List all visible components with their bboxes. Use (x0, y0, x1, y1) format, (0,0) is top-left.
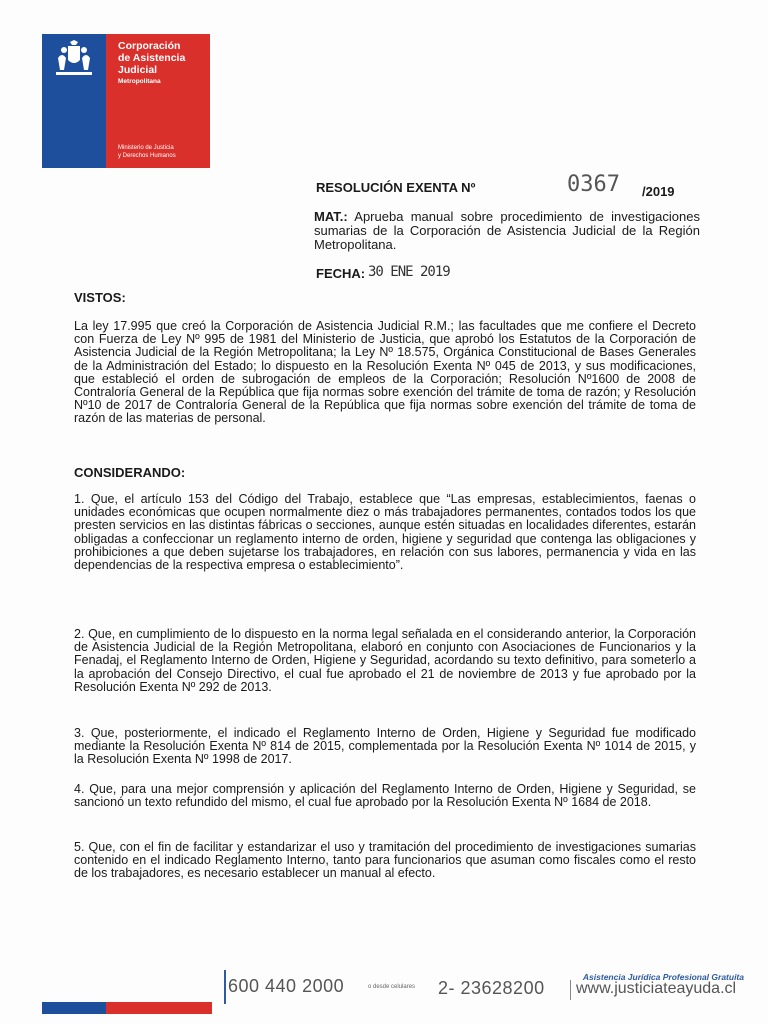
logo-org-line: Corporación (118, 40, 181, 52)
footer-desde-note: o desde celulares (368, 984, 416, 990)
fecha-label: FECHA: (316, 266, 366, 281)
considerando-item: 5. Que, con el fin de facilitar y estandarizar el uso y tramitación del procedimiento de investigaciones sumarias contenido en el indicado Reglamento Interno, tanto para funcionarios que asuman como fiscales como el resto de los trabajadores, es necesario establecer un manual al efecto. (74, 840, 696, 881)
considerando-item: 1. Que, el artículo 153 del Código del Trabajo, establece que “Las empresas, establecimientos, faenas o unidades económicas que ocupen normalmente diez o más trabajadores permanentes, contados todos los que presten servicios en las distintas fábricas o secciones, aunque estén situadas en localidades diferentes, estarán obligadas a confeccionar un reglamento interno de orden, higiene y seguridad que contenga las obligaciones y prohibiciones a que deben sujetarse los trabajadores, en relación con sus labores, permanencia y vida en las dependencias de la respectiva empresa o establecimiento”. (74, 492, 696, 573)
footer-phone: 600 440 2000 (228, 976, 345, 996)
footer-contact (224, 970, 752, 1004)
cajmetro-logo (42, 34, 210, 168)
mat-label: MAT.: (314, 209, 348, 224)
fecha-stamp: 30 ENE 2019 (368, 264, 450, 280)
logo-org-line: de Asistencia (118, 52, 186, 64)
footer-blue-bar (42, 1002, 106, 1014)
logo-org-name (118, 40, 185, 76)
resolucion-number: 0367 (567, 172, 620, 197)
coat-of-arms-icon (50, 40, 98, 82)
logo-blue-panel (42, 34, 106, 168)
considerando-heading: CONSIDERANDO: (74, 465, 186, 480)
considerando-item: 3. Que, posteriormente, el indicado el Reglamento Interno de Orden, Higiene y Seguridad fue modificado mediante la Resolución Exenta Nº 814 de 2015, complementada por la Resolución Exenta Nº 1014 de 2015, y la Resolución Exenta Nº 1998 de 2017. (74, 726, 696, 767)
considerando-item: 4. Que, para una mejor comprensión y aplicación del Reglamento Interno de Orden, Higiene y Seguridad, se sancionó un texto refundido del mismo, el cual fue aprobado por la Resolución Exenta Nº 1684 de 2018. (74, 782, 696, 810)
resolucion-label: RESOLUCIÓN EXENTA Nº (316, 180, 476, 195)
logo-ministry-line: y Derechos Humanos (118, 153, 176, 159)
footer-red-bar (106, 1002, 212, 1014)
vistos-heading: VISTOS: (74, 290, 126, 305)
vistos-text: La ley 17.995 que creó la Corporación de Asistencia Judicial R.M.; las facultades que me confiere el Decreto con Fuerza de Ley Nº 995 de 1981 del Ministerio de Justicia, que aprobó los Estatutos de la Corporación de Asistencia Judicial de la Región Metropolitana; la Ley Nº 18.575, Orgánica Constitucional de Bases Generales de la Administración del Estado; lo dispuesto en la Resolución Exenta Nº 045 de 2013, y sus modificaciones, que estableció el orden de subrogación de empleos de la Corporación; Resolución Nº1600 de 2008 de Contraloría General de la República que fija normas sobre exención del trámite de toma de razón; y Resolución Nº10 de 2017 de Contraloría General de la República que fija normas sobre exención del trámite de toma de razón de las materias de personal. (74, 319, 696, 426)
footer-tagline: Asistencia Jurídica Profesional Gratuita (582, 972, 744, 982)
mat-text: Aprueba manual sobre procedimiento de investigaciones sumarias de la Corporación de Asistencia Judicial de la Región Metropolitana. (314, 209, 700, 252)
logo-ministry (118, 144, 176, 160)
logo-region: Metropolitana (118, 78, 161, 85)
resolucion-year: /2019 (642, 184, 675, 199)
footer-phone-mobile: 2- 23628200 (438, 978, 545, 998)
considerando-item: 2. Que, en cumplimiento de lo dispuesto en la norma legal señalada en el considerando anterior, la Corporación de Asistencia Judicial de la Región Metropolitana, elaboró en conjunto con Asociaciones de Funcionarios y la Fenadaj, el Reglamento Interno de Orden, Higiene y Seguridad, acordando su texto definitivo, para someterlo a la aprobación del Consejo Directivo, el cual fue aprobado el 21 de noviembre de 2013 y fue aprobado por la Resolución Exenta Nº 292 de 2013. (74, 627, 696, 694)
logo-org-line: Judicial (118, 64, 158, 76)
materia (314, 210, 700, 252)
logo-ministry-line: Ministerio de Justicia (118, 145, 174, 151)
footer-separator (570, 980, 571, 1000)
footer-website: www.justiciateayuda.cl (576, 980, 737, 997)
footer-divider (224, 970, 226, 1004)
